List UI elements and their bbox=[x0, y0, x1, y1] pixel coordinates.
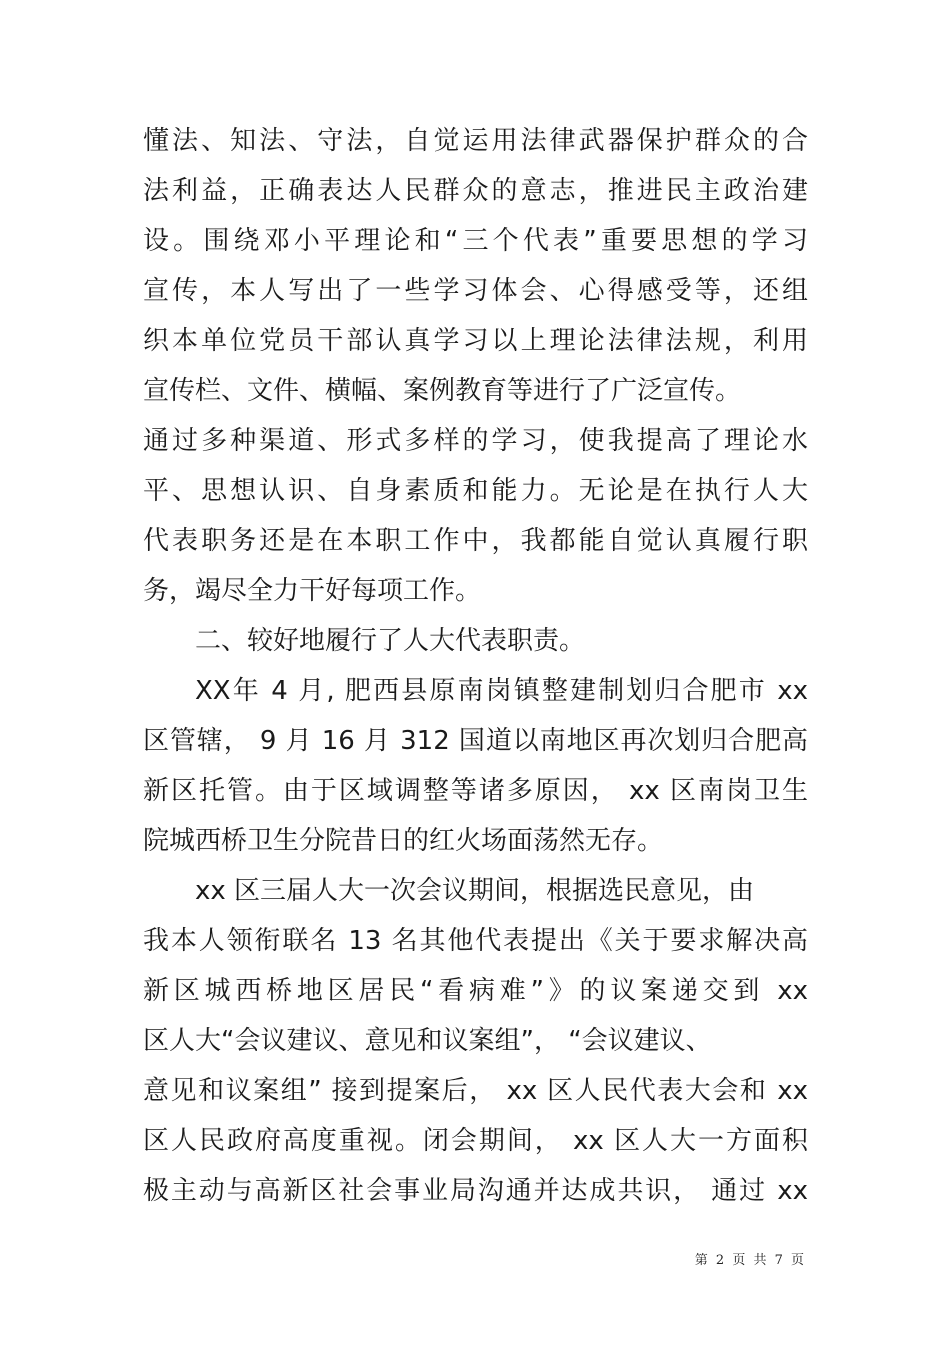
text-line: 宣传，本人写出了一些学习体会、心得感受等，还组 bbox=[143, 276, 808, 306]
text-line: 二、较好地履行了人大代表职责。 bbox=[195, 626, 586, 656]
text-line: 新区托管。由于区域调整等诸多原因， xx 区南岗卫生 bbox=[143, 776, 808, 806]
text-line: XX年 4 月, 肥西县原南岗镇整建制划归合肥市 xx bbox=[195, 676, 808, 706]
text-line: 极主动与高新区社会事业局沟通并达成共识， 通过 xx bbox=[143, 1176, 808, 1206]
text-line: 织本单位党员干部认真学习以上理论法律法规，利用 bbox=[143, 326, 808, 356]
text-line: 区人民政府高度重视。闭会期间， xx 区人大一方面积 bbox=[143, 1126, 808, 1156]
text-line: 平、思想认识、自身素质和能力。无论是在执行人大 bbox=[143, 476, 808, 506]
page-footer: 第 2 页 共 7 页 bbox=[694, 1253, 806, 1268]
text-line: 宣传栏、文件、横幅、案例教育等进行了广泛宣传。 bbox=[143, 376, 742, 406]
text-line: 法利益，正确表达人民群众的意志，推进民主政治建 bbox=[143, 176, 808, 206]
text-line: 务，竭尽全力干好每项工作。 bbox=[143, 576, 482, 606]
body-text bbox=[143, 116, 808, 1216]
text-line: 意见和议案组” 接到提案后， xx 区人民代表大会和 xx bbox=[143, 1076, 808, 1106]
text-line: 代表职务还是在本职工作中，我都能自觉认真履行职 bbox=[143, 526, 808, 556]
text-line: 设。围绕邓小平理论和“三个代表”重要思想的学习 bbox=[143, 226, 808, 256]
text-line: 我本人领衔联名 13 名其他代表提出《关于要求解决高 bbox=[143, 926, 808, 956]
text-line: xx 区三届人大一次会议期间，根据选民意见，由 bbox=[195, 876, 755, 906]
text-line: 区人大“会议建议、意见和议案组”， “会议建议、 bbox=[143, 1026, 712, 1056]
text-line: 通过多种渠道、形式多样的学习，使我提高了理论水 bbox=[143, 426, 808, 456]
text-line: 新区城西桥地区居民“看病难”》的议案递交到 xx bbox=[143, 976, 808, 1006]
text-line: 懂法、知法、守法，自觉运用法律武器保护群众的合 bbox=[143, 126, 808, 156]
text-line: 院城西桥卫生分院昔日的红火场面荡然无存。 bbox=[143, 826, 664, 856]
text-line: 区管辖， 9 月 16 月 312 国道以南地区再次划归合肥高 bbox=[143, 726, 808, 756]
